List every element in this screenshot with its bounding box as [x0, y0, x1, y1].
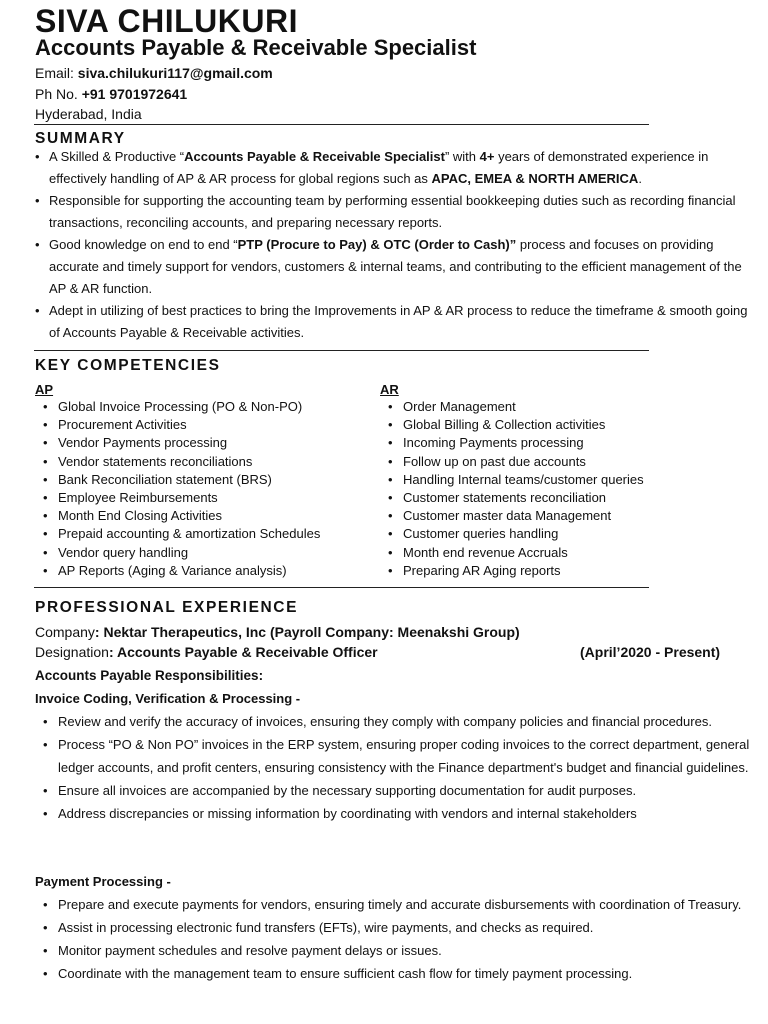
- ap-competency-item: • Vendor statements reconciliations: [37, 453, 367, 471]
- ap-competency-list: [37, 398, 367, 580]
- responsibility-item: • Ensure all invoices are accompanied by the necessary supporting documentation for audit purposes.: [43, 779, 758, 802]
- summary-item: • A Skilled & Productive “Accounts Payable & Receivable Specialist” with 4+ years of demonstrated experience in effectively handling of AP & AR process for global regions such as APAC, EMEA & NORTH AMERICA.: [35, 146, 760, 190]
- candidate-name: SIVA CHILUKURI: [35, 3, 298, 39]
- ap-competency-item: • Month End Closing Activities: [37, 507, 367, 525]
- ap-competency-item: • Vendor Payments processing: [37, 434, 367, 452]
- summary-item: • Good knowledge on end to end “PTP (Procure to Pay) & OTC (Order to Cash)” process and focuses on providing accurate and timely support for vendors, customers & internal teams, and contributing to the efficient management of the AP & AR function.: [35, 234, 760, 300]
- responsibility-item: • Assist in processing electronic fund transfers (EFTs), wire payments, and checks as required.: [43, 916, 758, 939]
- experience-heading: PROFESSIONAL EXPERIENCE: [35, 599, 299, 616]
- designation-value: : Accounts Payable & Receivable Officer: [108, 644, 378, 660]
- phone-value: +91 9701972641: [81, 86, 188, 102]
- summary-item: • Adept in utilizing of best practices to bring the Improvements in AP & AR process to reduce the timeframe & smooth going of Accounts Payable & Receivable activities.: [35, 300, 760, 344]
- payment-responsibility-list: [43, 893, 758, 985]
- employment-dates: (April’2020 - Present): [580, 644, 721, 660]
- phone-line: [35, 85, 187, 103]
- responsibility-item: • Prepare and execute payments for vendors, ensuring timely and accurate disbursements with coordination of Treasury.: [43, 893, 758, 916]
- company-line: [35, 623, 520, 641]
- ap-competency-item: • Vendor query handling: [37, 544, 367, 562]
- company-name: : Nektar Therapeutics, Inc (Payroll Company: Meenakshi Group): [94, 624, 520, 640]
- location-line: Hyderabad, India: [35, 106, 142, 122]
- ar-competency-item: • Incoming Payments processing: [382, 434, 682, 452]
- designation-label: Designation: [35, 644, 109, 660]
- summary-heading: SUMMARY: [35, 130, 126, 147]
- ap-heading: AP: [35, 382, 54, 397]
- company-label: Company: [35, 624, 95, 640]
- ar-competency-item: • Handling Internal teams/customer queries: [382, 471, 682, 489]
- ar-competency-item: • Customer queries handling: [382, 525, 682, 543]
- ap-competency-item: • Employee Reimbursements: [37, 489, 367, 507]
- ap-competency-item: • AP Reports (Aging & Variance analysis): [37, 562, 367, 580]
- responsibility-item: • Address discrepancies or missing information by coordinating with vendors and internal stakeholders: [43, 802, 758, 825]
- summary-item: • Responsible for supporting the accounting team by performing essential bookkeeping duties such as recording financial transactions, reconciling accounts, and preparing necessary reports.: [35, 190, 760, 234]
- divider: [34, 587, 649, 588]
- responsibility-item: • Process “PO & Non PO” invoices in the ERP system, ensuring proper coding invoices to the correct department, general ledger accounts, and profit centers, ensuring consistency with the Finance department's budget and financial guidelines.: [43, 733, 758, 779]
- invoice-subheading: Invoice Coding, Verification & Processing -: [35, 691, 301, 706]
- ar-competency-item: • Order Management: [382, 398, 682, 416]
- competencies-heading: KEY COMPETENCIES: [35, 357, 221, 374]
- responsibility-item: • Monitor payment schedules and resolve payment delays or issues.: [43, 939, 758, 962]
- divider: [34, 350, 649, 351]
- responsibility-item: • Review and verify the accuracy of invoices, ensuring they comply with company policies and financial procedures.: [43, 710, 758, 733]
- ar-competency-item: • Follow up on past due accounts: [382, 453, 682, 471]
- designation-line: [35, 643, 378, 661]
- responsibility-item: • Coordinate with the management team to ensure sufficient cash flow for timely payment processing.: [43, 962, 758, 985]
- ar-competency-item: • Customer statements reconciliation: [382, 489, 682, 507]
- ar-heading: AR: [380, 382, 399, 397]
- email-value: siva.chilukuri117@gmail.com: [77, 65, 273, 81]
- phone-label: Ph No.: [35, 86, 82, 102]
- invoice-responsibility-list: [43, 710, 758, 825]
- payment-subheading: Payment Processing -: [35, 874, 171, 889]
- ar-competency-item: • Customer master data Management: [382, 507, 682, 525]
- email-label: Email:: [35, 65, 78, 81]
- ar-competency-item: • Preparing AR Aging reports: [382, 562, 682, 580]
- divider: [34, 124, 649, 125]
- ap-competency-item: • Prepaid accounting & amortization Schedules: [37, 525, 367, 543]
- email-line: [35, 64, 273, 82]
- ar-competency-item: • Month end revenue Accruals: [382, 544, 682, 562]
- ap-competency-item: • Bank Reconciliation statement (BRS): [37, 471, 367, 489]
- ar-competency-list: [382, 398, 682, 580]
- ar-competency-item: • Global Billing & Collection activities: [382, 416, 682, 434]
- candidate-title: Accounts Payable & Receivable Specialist: [35, 35, 477, 60]
- summary-list: [35, 146, 760, 344]
- ap-competency-item: • Procurement Activities: [37, 416, 367, 434]
- responsibilities-heading: Accounts Payable Responsibilities:: [35, 668, 264, 683]
- ap-competency-item: • Global Invoice Processing (PO & Non-PO): [37, 398, 367, 416]
